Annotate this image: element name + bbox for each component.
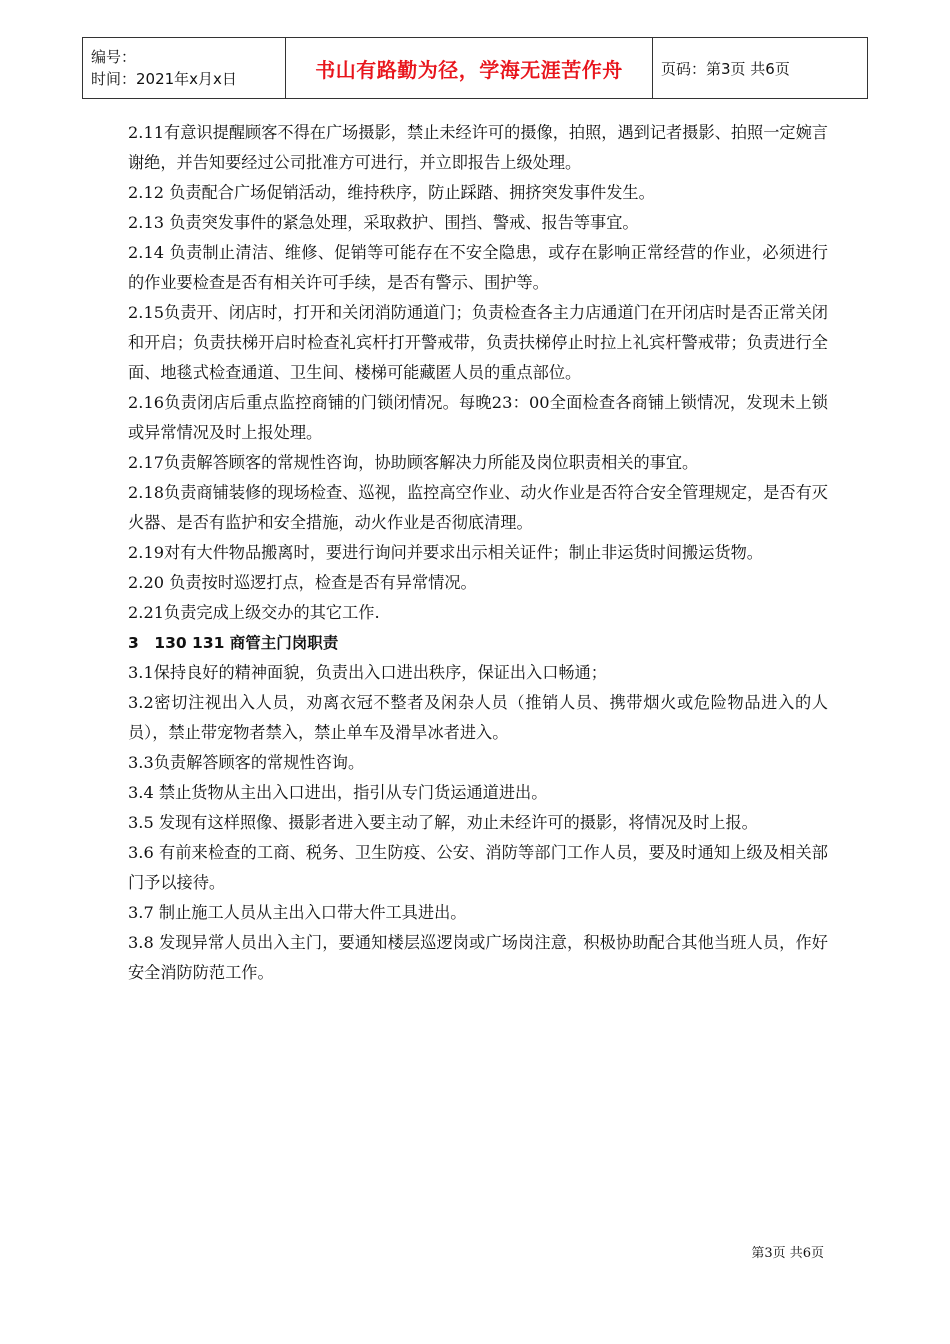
paragraph-2-21: 2.21负责完成上级交办的其它工作. bbox=[128, 603, 380, 622]
section-title: 3 130 131 商管主门岗职责 bbox=[128, 634, 339, 652]
paragraph-2-17: 2.17负责解答顾客的常规性咨询，协助顾客解决力所能及岗位职责相关的事宜。 bbox=[128, 453, 699, 472]
paragraph-2-15: 2.15负责开、闭店时，打开和关闭消防通道门；负责检查各主力店通道门在开闭店时是否正常关闭和开启；负责扶梯开启时检查礼宾杆打开警戒带，负责扶梯停止时拉上礼宾杆警戒带；负责进行全面、地毯式检查通道、卫生间、楼梯可能藏匿人员的重点部位。 bbox=[128, 303, 828, 382]
paragraph-3-7: 3.7 制止施工人员从主出入口带大件工具进出。 bbox=[128, 903, 467, 922]
paragraph-3-8: 3.8 发现异常人员出入主门，要通知楼层巡逻岗或广场岗注意，积极协助配合其他当班人员，作好安全消防防范工作。 bbox=[128, 933, 828, 982]
paragraph-2-13: 2.13 负责突发事件的紧急处理，采取救护、围挡、警戒、报告等事宜。 bbox=[128, 213, 639, 232]
paragraph-2-20: 2.20 负责按时巡逻打点，检查是否有异常情况。 bbox=[128, 573, 477, 592]
date-label: 时间：2021年x月x日 bbox=[91, 70, 237, 88]
paragraph-2-14: 2.14 负责制止清洁、维修、促销等可能存在不安全隐患，或存在影响正常经营的作业，必须进行的作业要检查是否有相关许可手续，是否有警示、围护等。 bbox=[128, 243, 828, 292]
code-label: 编号： bbox=[91, 48, 137, 66]
page-label: 页码：第3页 共6页 bbox=[653, 38, 868, 99]
header-table bbox=[82, 37, 868, 99]
footer-page-number: 第3页 共6页 bbox=[751, 1246, 824, 1261]
motto: 书山有路勤为径，学海无涯苦作舟 bbox=[286, 38, 653, 99]
paragraph-3-5: 3.5 发现有这样照像、摄影者进入要主动了解，劝止未经许可的摄影，将情况及时上报。 bbox=[128, 813, 758, 832]
paragraph-3-1: 3.1保持良好的精神面貌，负责出入口进出秩序，保证出入口畅通； bbox=[128, 663, 607, 682]
document-body bbox=[128, 118, 828, 988]
paragraph-2-19: 2.19对有大件物品搬离时，要进行询问并要求出示相关证件；制止非运货时间搬运货物。 bbox=[128, 543, 763, 562]
paragraph-3-4: 3.4 禁止货物从主出入口进出，指引从专门货运通道进出。 bbox=[128, 783, 548, 802]
paragraph-2-16: 2.16负责闭店后重点监控商铺的门锁闭情况。每晚23：00全面检查各商铺上锁情况，发现未上锁或异常情况及时上报处理。 bbox=[128, 393, 828, 442]
paragraph-3-3: 3.3负责解答顾客的常规性咨询。 bbox=[128, 753, 365, 772]
paragraph-2-18: 2.18负责商铺装修的现场检查、巡视，监控高空作业、动火作业是否符合安全管理规定，是否有灭火器、是否有监护和安全措施，动火作业是否彻底清理。 bbox=[128, 483, 828, 532]
header-left-cell bbox=[83, 38, 286, 99]
paragraph-3-2: 3.2密切注视出入人员，劝离衣冠不整者及闲杂人员（推销人员、携带烟火或危险物品进入的人员），禁止带宠物者禁入，禁止单车及滑旱冰者进入。 bbox=[128, 693, 828, 742]
paragraph-2-12: 2.12 负责配合广场促销活动，维持秩序，防止踩踏、拥挤突发事件发生。 bbox=[128, 183, 655, 202]
paragraph-3-6: 3.6 有前来检查的工商、税务、卫生防疫、公安、消防等部门工作人员，要及时通知上级及相关部门予以接待。 bbox=[128, 843, 828, 892]
paragraph-2-11: 2.11有意识提醒顾客不得在广场摄影，禁止未经许可的摄像，拍照，遇到记者摄影、拍照一定婉言谢绝，并告知要经过公司批准方可进行，并立即报告上级处理。 bbox=[128, 123, 828, 172]
